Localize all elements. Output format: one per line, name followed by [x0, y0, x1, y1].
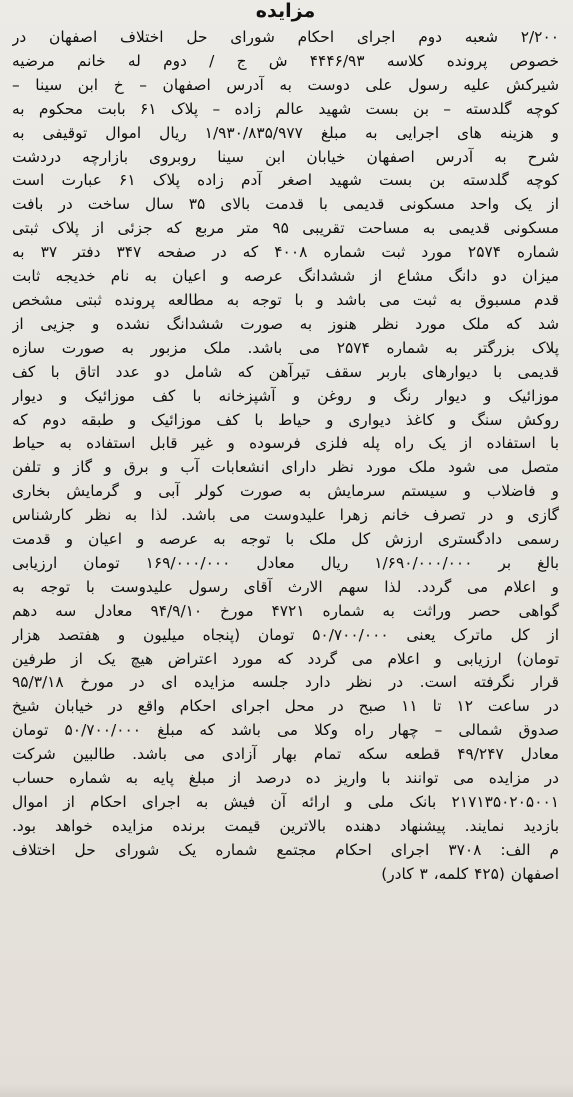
notice-line: بالغ بر ۱/۶۹۰/۰۰۰/۰۰۰ ریال معادل ۱۶۹/۰۰۰/۰۰۰ تومان ارزیابی [12, 553, 559, 572]
notice-line: مسکونی قدیمی به مساحت تقریبی ۹۵ متر مربع که جزئی از پلاک ثبتی [12, 219, 559, 238]
notice-line: با استفاده از یک راه پله فلزی فرسوده و غیر قابل استفاده به حیاط [12, 434, 559, 453]
notice-line: از کل ماترک یعنی ۵۰/۷۰۰/۰۰۰ تومان (پنجاه میلیون و هفتصد هزار [12, 625, 559, 644]
notice-line: روکش سنگ و کاغذ دیواری و حیاط با کف موزائیک و طبقه دوم که [12, 410, 559, 429]
notice-line: کوچه گلدسته – بن بست شهید عالم زاده – پلاک ۶۱ بابت محکوم به [12, 99, 559, 118]
notice-line: و هزینه های اجرایی به مبلغ ۱/۹۳۰/۸۳۵/۹۷۷ ریال اموال توقیفی به [12, 123, 559, 142]
notice-line: خصوص پرونده کلاسه ۴۴۴۶/۹۳ ش ج / دوم له خانم مرضیه [12, 51, 559, 70]
notice-line: و فاضلاب و سیستم سرمایش به صورت کولر آبی و گرمایش بخاری [12, 482, 559, 501]
notice-line: متصل می شود ملک مورد نظر دارای انشعابات آب و برق و گاز و تلفن [12, 458, 559, 477]
notice-line: تومان) ارزیابی و اعلام می گردد که مورد اعتراض هیچ یک از طرفین [12, 649, 559, 668]
notice-body [12, 26, 559, 887]
notice-line: بازدید نمایند. پیشنهاد دهنده بالاترین قیمت برنده مزایده خواهد بود. [12, 816, 559, 835]
notice-line: ۲۱۷۱۳۵۰۲۰۵۰۰۱ بانک ملی و ارائه آن فیش به اجرای احکام از اموال [12, 793, 559, 811]
notice-line: صدوق شمالی – چهار راه وکلا می باشد که مبلغ ۵۰/۷۰۰/۰۰۰ تومان [12, 721, 559, 740]
notice-line: قرار نگرفته است. در نظر دارد جلسه مزایده ای در مورخ ۹۵/۳/۱۸ [12, 673, 559, 692]
notice-line: اصفهان (۴۲۵ کلمه، ۳ کادر) [381, 864, 559, 883]
notice-line: در ساعت ۱۲ تا ۱۱ صبح در محل اجرای احکام واقع در خیابان شیخ [12, 697, 559, 716]
notice-line: گازی و در تصرف خانم زهرا علیدوست می باشد. لذا به نظر کارشناس [12, 506, 559, 525]
notice-title: مزایده [255, 0, 316, 22]
page-edge-shadow [0, 1083, 573, 1097]
notice-line: موزائیک و دیوار رنگ و روغن و آشپزخانه با کف موزائیک و دیوار [12, 386, 559, 405]
notice-line: شماره ۲۵۷۴ مورد ثبت شماره ۴۰۰۸ که در صفحه ۳۴۷ دفتر ۳۷ به [12, 243, 559, 262]
notice-line: گواهی حصر وراثت به شماره ۴۷۲۱ مورخ ۹۴/۹/۱۰ معادل سه دهم [12, 601, 559, 620]
notice-line: پلاک بزرگتر به شماره ۲۵۷۴ می باشد. ملک مزبور به صورت سازه [12, 338, 559, 357]
notice-line: ۲/۲۰۰ شعبه دوم اجرای احکام شورای حل اختلاف اصفهان در [12, 28, 559, 46]
notice-line: م الف: ۳۷۰۸ اجرای احکام مجتمع شماره یک شورای حل اختلاف [12, 840, 559, 859]
notice-line: معادل ۴۹/۲۴۷ قطعه سکه تمام بهار آزادی می باشد. طالبین شرکت [12, 745, 559, 764]
notice-line: و اعلام می گردد. لذا سهم الارث آقای رسول علیدوست با توجه به [12, 577, 559, 596]
notice-line: در مزایده می توانند با واریز ده درصد از مبلغ پایه به شماره حساب [12, 769, 559, 788]
notice-line: شیرکش علیه رسول علی دوست به آدرس اصفهان – خ ابن سینا – [12, 75, 559, 94]
notice-line: میزان دو دانگ مشاع از ششدانگ عرصه و اعیان به نام خدیجه ثابت [12, 267, 559, 286]
notice-line: قدیمی با دیوارهای باربر سقف تیرآهن که شامل دو عدد اتاق با کف [12, 362, 559, 381]
notice-line: شرح به آدرس اصفهان خیابان ابن سینا روبروی بازارچه دردشت [12, 147, 559, 166]
notice-line: از یک واحد مسکونی قدیمی با قدمت بالای ۳۵ سال ساخت در بافت [12, 195, 559, 214]
notice-line: کوچه گلدسته بن بست شهید اصغر آدم زاده پلاک ۶۱ عبارت است [12, 171, 559, 190]
notice-line: رسمی دادگستری ارزش کل ملک با توجه به عرصه و اعیان و قدمت [12, 530, 559, 549]
notice-line: قدم مسبوق به ثبت می باشد و با توجه به مطالعه پرونده ثبتی مشخص [12, 290, 559, 309]
notice-line: شد که ملک مورد نظر هنوز به صورت ششدانگ نشده و جزیی از [12, 314, 559, 333]
